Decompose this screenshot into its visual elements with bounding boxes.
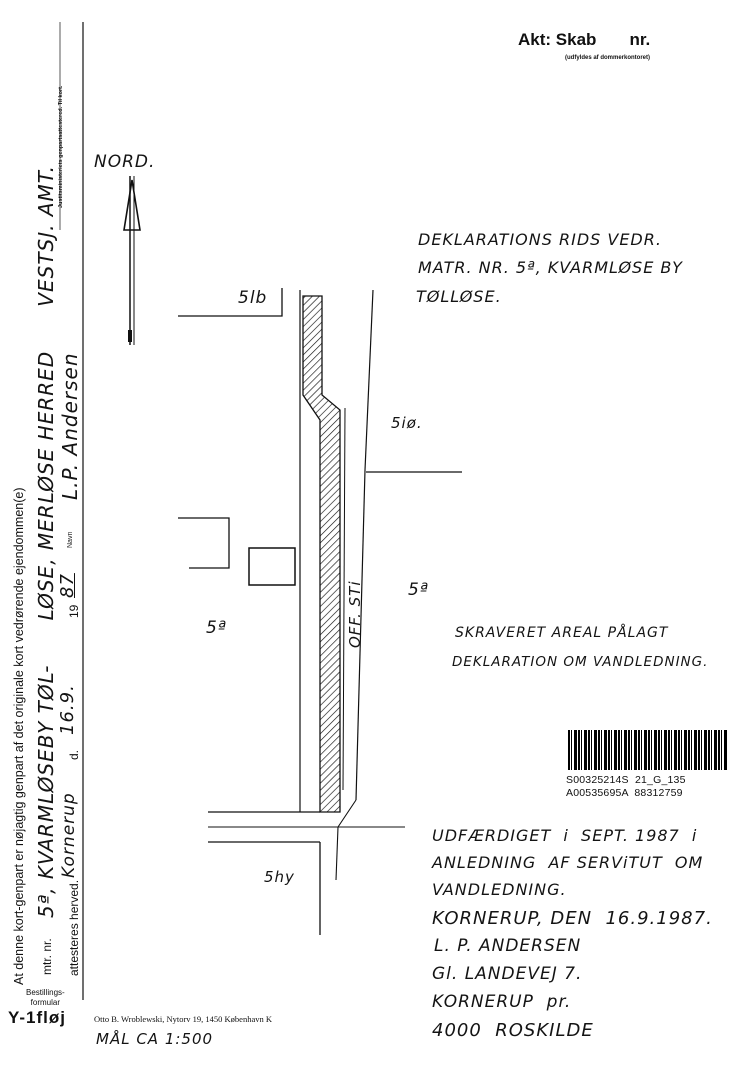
signature-line-2: L. P. ANDERSEN xyxy=(434,936,582,956)
ministry-note: Justitsministeriets genpartsattestered. Til kort. xyxy=(58,85,64,208)
publisher: Otto B. Wroblewski, Nytorv 19, 1450 København K xyxy=(94,1014,272,1024)
parcel-label-51b: 5lb xyxy=(238,288,268,308)
hatch-note-2: DEKLARATION OM VANDLEDNING. xyxy=(452,654,709,670)
parcel-label-5a-right: 5ª xyxy=(408,580,429,600)
prepared-line-2: ANLEDNING AF SERViTUT OM xyxy=(432,853,704,872)
form-code: Y-1fløj xyxy=(8,1008,67,1027)
barcode-line-1: S00325214S 21_G_135 xyxy=(566,774,686,786)
attest-date-year: 87 xyxy=(57,573,78,598)
attest-label: attesteres herved. xyxy=(67,879,81,976)
north-arrow-icon xyxy=(124,176,140,345)
akt-title: Akt: Skab nr. xyxy=(518,30,651,49)
mtr-value: 5ª, KVARMLØSEBY TØL- LØSE, MERLØSE HERRED VESTSJ. AMT. xyxy=(34,165,58,918)
order-form-label: Bestillings- formular xyxy=(26,988,65,1007)
parcel-label-5hy: 5hy xyxy=(264,868,295,886)
name-label: Navn xyxy=(67,531,74,548)
attest-date-label: d. xyxy=(67,749,81,760)
name-signature: L.P. Andersen xyxy=(58,352,82,500)
signature-line-3: Gl. LANDEVEJ 7. xyxy=(432,964,583,984)
declaration-title-3: TØLLØSE. xyxy=(416,287,502,306)
scale-label: MÅL CA 1:500 xyxy=(96,1030,214,1048)
north-label: NORD. xyxy=(94,152,156,172)
akt-subtitle: (udfyldes af dommerkontoret) xyxy=(565,55,651,61)
road-center xyxy=(343,408,345,790)
mtr-label: mtr. nr. xyxy=(40,938,54,975)
building-square xyxy=(249,548,295,585)
barcode-line-2: A00535695A 88312759 xyxy=(566,787,683,799)
road-east-edge xyxy=(365,290,373,470)
parcel-label-51o: 5iø. xyxy=(391,414,423,432)
attest-place: Kornerup xyxy=(59,792,79,878)
signature-line-1: KORNERUP, DEN 16.9.1987. xyxy=(432,908,713,929)
certificate-line: At denne kort-genpart er nøjagtig genpart af det originale kort vedrørende ejendommen(e) xyxy=(12,487,26,985)
signature-line-5: 4000 ROSKILDE xyxy=(432,1020,594,1041)
parcel-label-5a-left: 5ª xyxy=(206,618,227,638)
hatched-area xyxy=(303,296,340,812)
road-label: OFF. STi xyxy=(346,580,364,648)
building-left xyxy=(178,518,229,568)
declaration-title-1: DEKLARATIONS RIDS VEDR. xyxy=(418,230,662,249)
attest-date-day: 16.9. xyxy=(57,684,78,735)
hatch-note-1: SKRAVERET AREAL PÅLAGT xyxy=(455,625,669,641)
prepared-line-3: VANDLEDNING. xyxy=(432,880,567,899)
declaration-title-2: MATR. NR. 5ª, KVARMLØSE BY xyxy=(418,258,683,277)
prepared-line-1: UDFÆRDIGET i SEPT. 1987 i xyxy=(432,826,698,845)
signature-line-4: KORNERUP pr. xyxy=(432,992,572,1012)
attest-year-prefix: 19 xyxy=(67,604,81,618)
barcode xyxy=(568,730,728,770)
